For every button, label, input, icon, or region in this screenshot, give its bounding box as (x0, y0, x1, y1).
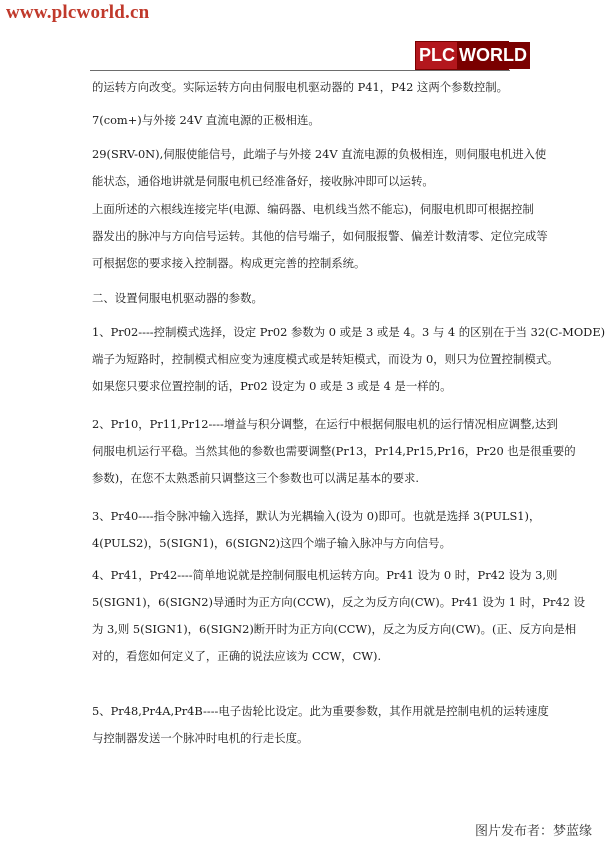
paragraph-line: 如果您只要求位置控制的话，Pr02 设定为 0 或是 3 或是 4 是一样的。 (92, 379, 452, 393)
publisher-credit: 图片发布者：梦蓝缘 (474, 824, 592, 839)
paragraph-line: 参数)，在您不太熟悉前只调整这三个参数也可以满足基本的要求. (92, 471, 420, 485)
paragraph-line: 可根据您的要求接入控制器。构成更完善的控制系统。 (92, 256, 366, 270)
site-url[interactable]: www.plcworld.cn (6, 2, 150, 23)
paragraph-line: 能状态，通俗地讲就是伺服电机已经准备好，接收脉冲即可以运转。 (92, 174, 434, 188)
paragraph-line: 5、Pr48,Pr4A,Pr4B----电子齿轮比设定。此为重要参数，其作用就是控制电机的运转速度 (92, 704, 549, 718)
paragraph-line: 1、Pr02----控制模式选择，设定 Pr02 参数为 0 或是 3 或是 4。3 与 4 的区别在于当 32(C-MODE) (92, 325, 605, 339)
paragraph (92, 698, 549, 752)
header-divider (90, 70, 510, 71)
paragraph-line: 3、Pr40----指令脉冲输入选择，默认为光耦输入(设为 0)即可。也就是选择 3(PULS1)， (92, 509, 541, 523)
paragraph (92, 319, 605, 400)
plcworld-logo (415, 41, 527, 70)
paragraph-line: 上面所述的六根线连接完毕(电源、编码器、电机线当然不能忘)，伺服电机即可根据控制 (92, 202, 534, 216)
paragraph-line: 4、Pr41，Pr42----简单地说就是控制伺服电机运转方向。Pr41 设为 0 时，Pr42 设为 3,则 (92, 568, 558, 582)
paragraph (92, 107, 512, 134)
paragraph-line: 2、Pr10，Pr11,Pr12----增益与积分调整，在运行中根据伺服电机的运行情况相应调整,达到 (92, 417, 558, 431)
paragraph-line: 29(SRV-0N),伺服使能信号，此端子与外接 24V 直流电源的负极相连，则伺服电机进入使 (92, 147, 547, 161)
paragraph-line: 对的，看您如何定义了，正确的说法应该为 CCW，CW). (92, 649, 382, 663)
paragraph (92, 141, 547, 195)
paragraph-line: 为 3,则 5(SIGN1)，6(SIGN2)断开时为正方向(CCW)，反之为反方向(CW)。(正、反方向是相 (92, 622, 577, 636)
paragraph (92, 503, 541, 557)
paragraph-line: 端子为短路时，控制模式相应变为速度模式或是转矩模式，而设为 0，则只为位置控制模式。 (92, 352, 559, 366)
paragraph-line: 4(PULS2)，5(SIGN1)，6(SIGN2)这四个端子输入脉冲与方向信号。 (92, 536, 451, 550)
paragraph (92, 562, 585, 670)
paragraph (92, 285, 512, 312)
paragraph (92, 411, 576, 492)
paragraph-line: 的运转方向改变。实际运转方向由伺服电机驱动器的 P41，P42 这两个参数控制。 (92, 80, 509, 94)
paragraph-line: 与控制器发送一个脉冲时电机的行走长度。 (92, 731, 309, 745)
logo-world-text: WORLD (457, 42, 530, 69)
paragraph-line: 器发出的脉冲与方向信号运转。其他的信号端子，如伺服报警、偏差计数清零、定位完成等 (92, 229, 548, 243)
logo-plc-text: PLC (416, 42, 457, 69)
paragraph-line: 5(SIGN1)，6(SIGN2)导通时为正方向(CCW)，反之为反方向(CW)。Pr41 设为 1 时，Pr42 设 (92, 595, 585, 609)
paragraph-line: 伺服电机运行平稳。当然其他的参数也需要调整(Pr13，Pr14,Pr15,Pr16，Pr20 也是很重要的 (92, 444, 576, 458)
paragraph-line: 7(com+)与外接 24V 直流电源的正极相连。 (92, 113, 320, 127)
paragraph-line: 二、设置伺服电机驱动器的参数。 (92, 291, 263, 305)
paragraph (92, 196, 548, 277)
paragraph (92, 74, 512, 101)
